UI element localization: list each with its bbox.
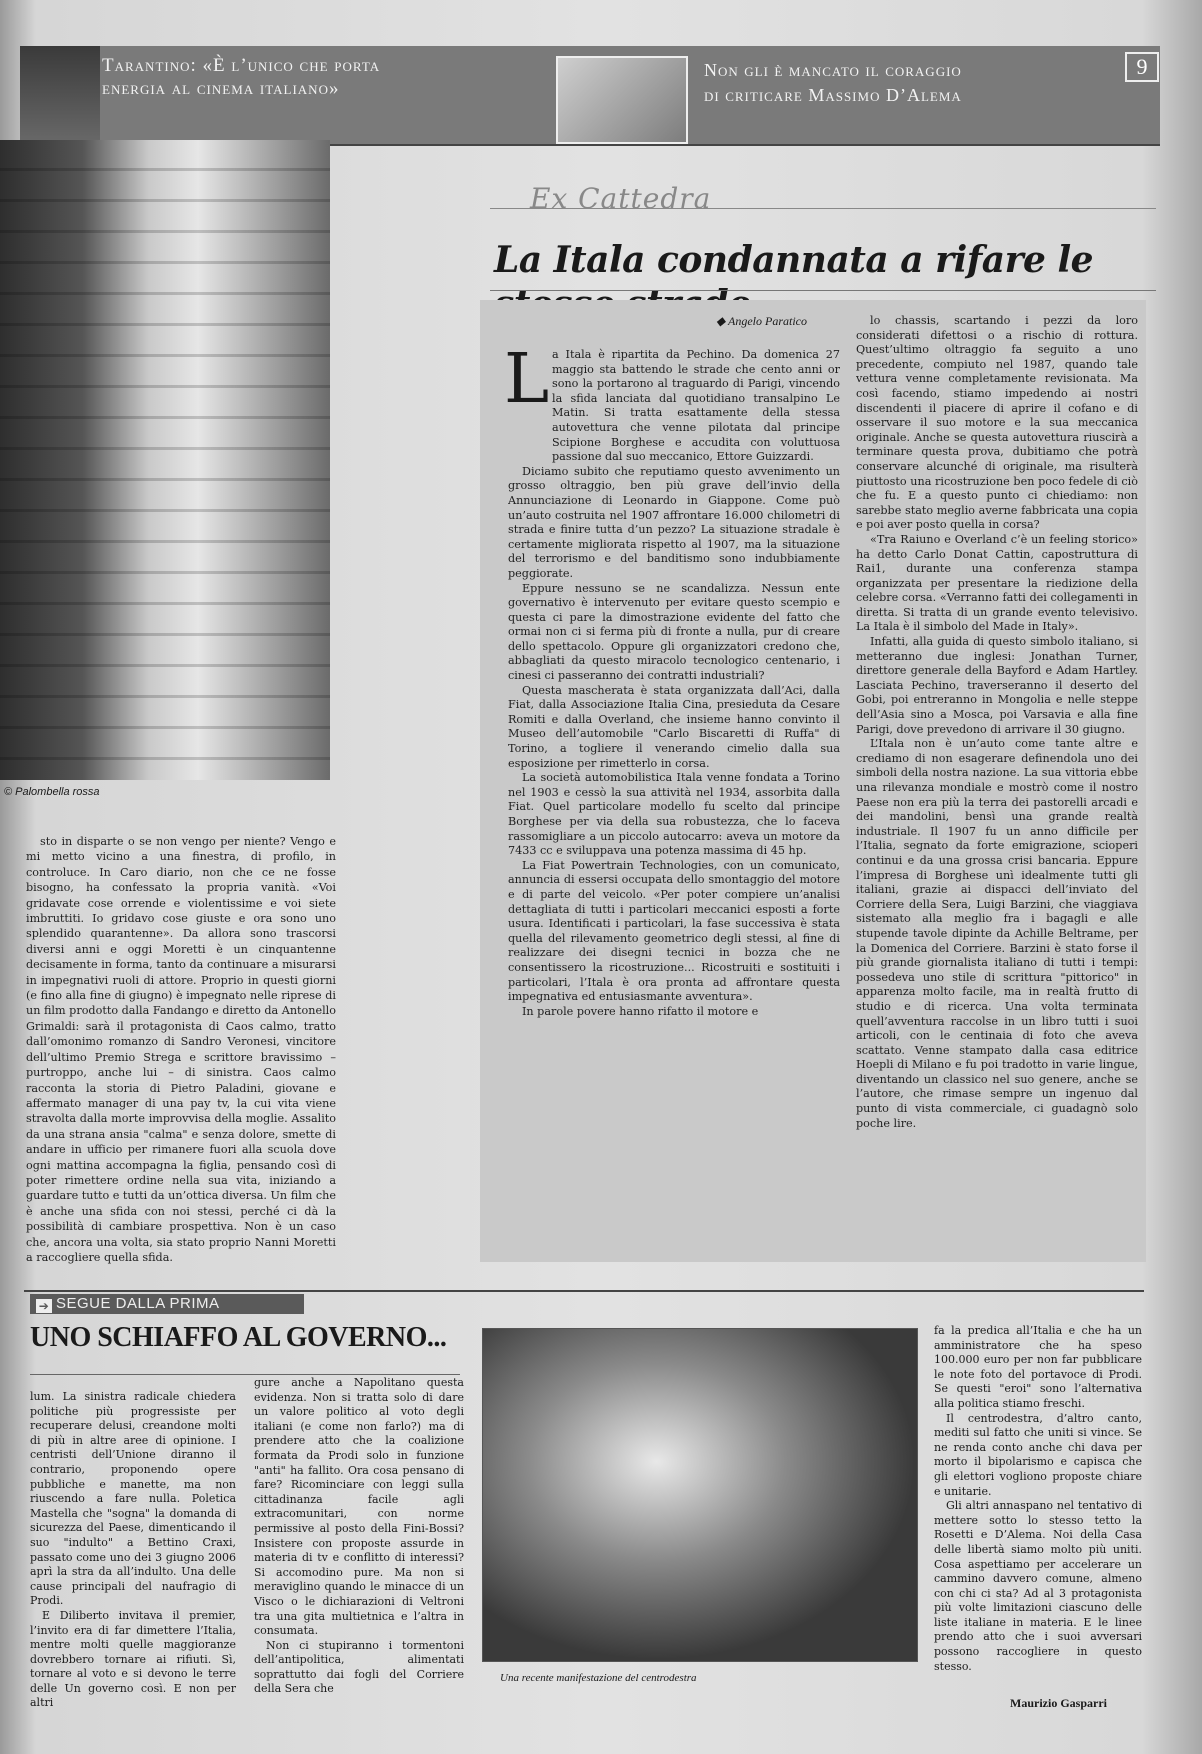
bottom-paragraph: Gli altri annaspano nel tentativo di mettere sotto lo stesso tetto la Rosetti e D’Alema. Noi della Casa delle libertà siamo molto più uniti. Cosa aspettiamo per accelerare un cammino davvero comune, almeno con chi ci sta? Ad al 3 protagonista più volte limitazioni ciascuno delle liste italiane in materia. E le linee prendo atto che i suoi avversari possono raccogliere in questo stesso.	[934, 1499, 1142, 1673]
header-right-title-line1: Non gli è mancato il coraggio	[704, 60, 962, 80]
article-dropcap: L	[504, 340, 550, 419]
bottom-photo-caption: Una recente manifestazione del centrodestra	[500, 1672, 697, 1684]
page-header-bar	[20, 46, 1160, 146]
bottom-column-2	[254, 1376, 464, 1720]
bottom-paragraph: E Diliberto invitava il premier, l’invito era di far dimettere l’Italia, mentre molti quelle maggioranze dovrebbero tornare ai rifiuti. Sì, tornare al voto e si devono le terre delle Un governo così. E non per altri	[30, 1608, 236, 1710]
article-paragraph: Diciamo subito che reputiamo questo avvenimento un grosso oltraggio, ben più grave dell’invio della Annunciazione di Leonardo in Giappone. Come può un’auto costruita nel 1907 affrontare 16.000 chilometri di strada e finire tutta d’un pezzo? La situazione stradale è certamente migliorata rispetto al 1907, ma la situazione del terrorismo e del banditismo sono indubbiamente peggiorate.	[508, 464, 840, 580]
photo-caption: © Palombella rossa	[4, 786, 100, 798]
divider	[490, 208, 1156, 209]
header-left-photo	[20, 46, 100, 146]
bottom-paragraph: fa la predica all’Italia e che ha un amministratore che ha speso 100.000 euro per non far pubblicare le note foto del portavoce di Prodi. Se questi "eroi" sono l’alternativa alla politica stiamo freschi.	[934, 1324, 1142, 1410]
bottom-headline: UNO SCHIAFFO AL GOVERNO...	[30, 1322, 447, 1353]
header-right-photo	[556, 56, 688, 144]
page-number: 9	[1125, 52, 1159, 82]
header-left-title-line2: energia al cinema italiano»	[102, 78, 340, 99]
article-paragraph: Questa mascherata è stata organizzata dall’Aci, dalla Fiat, dalla Associazione Italia Cina, presieduta da Cesare Romiti e dalla Overland, che insieme hanno convinto il Museo dell’automobile "Carlo Biscaretti di Ruffa" di Torino, a togliere il venerando cimelio dalla sua esposizione per rimetterlo in corsa.	[508, 683, 840, 770]
article-paragraph: lo chassis, scartando i pezzi da loro considerati difettosi o a rischio di rottura. Quest’ultimo oltraggio fa seguito a uno precedente, compiuto nel 1987, quando tale vettura venne completamente revisionata. Ma così facendo, stiamo impedendo ai nostri discendenti il piacere di aprire il cofano e di osservare il suo motore e la sua meccanica originale. Anche se questa autovettura riuscirà a terminare questa prova, dubitiamo che potrà conservare alcunché di originale, ma risulterà piuttosto una ricostruzione ben poco fedele di ciò che fu. E a questo punto ci chiediamo: non sarebbe stato meglio averne fabbricata una copia e poi aver posto quella in corsa?	[856, 314, 1138, 532]
article-headline: La Itala condannata a rifare le	[494, 239, 1094, 281]
bottom-paragraph: gure anche a Napolitano questa evidenza. Non si tratta solo di dare un valore politico al voto degli italiani (e come non farlo?) ma di prendere atto che la coalizione formata da Prodi solo in funzione "anti" ha fallito. Ora cosa pensano di fare? Ricominciare con leggi sulla cittadinanza facile agli extracomunitari, con norme permissive al posto della Fini-Bossi? Insistere con proposte assurde in materia di tv e conflitto di interessi? Si accomodino pure. Ma non si meraviglino quando le minacce di un Visco o le dichiarazioni di Veltroni tra una gita multietnica e l’altra in consumata.	[254, 1376, 464, 1638]
divider	[490, 290, 1156, 291]
article-paragraph: Eppure nessuno se ne scandalizza. Nessun ente governativo è intervenuto per evitare questo scempio e questa ci pare la dimostrazione evidente del fatto che ormai non ci si ferma più di fronte a nulla, pur di creare dello spettacolo. Oppure gli organizzatori credono che, abbagliati da questo miracolo tecnologico centenario, i cinesi ci passeranno dei contratti industriali?	[508, 581, 840, 683]
main-photo	[0, 140, 330, 780]
article-kicker: Ex Cattedra	[530, 182, 712, 215]
article-paragraph: Infatti, alla guida di questo simbolo italiano, si metteranno due inglesi: Jonathan Turner, direttore generale della Bayford e Adam Hartley. Lasciata Pechino, traverseranno il deserto del Gobi, poi entreranno in Mongolia e nelle steppe dell’Asia sino a Mosca, poi Varsavia e alla fine Parigi, dove prevedono di arrivare il 30 giugno.	[856, 635, 1138, 736]
article-paragraph: La Fiat Powertrain Technologies, con un comunicato, annuncia di essersi occupata dello smontaggio del motore e di parte del veicolo. «Per poter compiere un’analisi dettagliata di tutti i particolari meccanici esposti a forte usura. Identificati i particolari, la fase successiva è stata quella del rilevamento geometrico degli stessi, al fine di realizzare dei disegni tecnici in bozza che ne consentissero la ricostruzione... Ricostruiti e sostituiti i particolari, l’Itala è ora pronta ad affrontare questa impegnativa ed entusiasmante avventura».	[508, 858, 840, 1004]
arrow-right-icon: ➔	[36, 1299, 52, 1313]
divider	[30, 1374, 460, 1375]
bottom-paragraph: lum. La sinistra radicale chiedera politiche più progressiste per recuperare delusi, creandone molti di più in altre aree di opinione. I centristi dell’Unione diranno il contrario, proponendo opere pubbliche e manette, ma non riuscendo a fare nulla. Poletica Mastella che "sogna" la domanda di sicurezza del Paese, dimenticando il suo "indulto" a Bettino Craxi, passato come uno dei 3 giugno 2006 aprì la stra da all’indulto. Una delle cause principali del naufragio di Prodi.	[30, 1390, 236, 1608]
article-paragraph: «Tra Raiuno e Overland c’è un feeling storico» ha detto Carlo Donat Cattin, capostruttura di Rai1, durante una conferenza stampa organizzata per presentare la riedizione della celebre corsa. «Verranno fatti dei collegamenti in diretta. Si tratta di un grande evento televisivo. La Itala è il simbolo del Made in Italy».	[856, 532, 1138, 634]
bottom-column-3	[934, 1324, 1142, 1696]
header-right-title[interactable]	[704, 58, 1064, 108]
header-left-title[interactable]	[102, 54, 492, 100]
header-right-title-line2: di criticare Massimo D’Alema	[704, 85, 962, 105]
article-paragraph: La società automobilistica Itala venne fondata a Torino nel 1903 e cessò la sua attività nel 1934, assorbita dalla Fiat. Quel particolare modello fu scelto dal principe Borghese per via della sua robustezza, che lo faceva rassomigliare a un piccolo autocarro: aveva un motore da 7433 cc e sviluppava una potenza massima di 45 hp.	[508, 771, 840, 858]
bottom-paragraph: Il centrodestra, d’altro canto, mediti sul fatto che uniti si vince. Se ne renda conto anche chi dava per morto il bipolarismo e capisca che gli elettori vogliono proposte chiare e unitarie.	[934, 1411, 1142, 1498]
left-column-text	[26, 834, 336, 1264]
bottom-photo	[482, 1328, 918, 1662]
left-paragraph: sto in disparte o se non vengo per niente? Vengo e mi metto vicino a una finestra, di profilo, in controluce. In Caro diario, non che ce ne fosse bisogno, ha confessato la propria vanità. «Voi gridavate cose orrende e violentissime e voi siete imbruttiti. Io gridavo cose giuste e ora sono uno splendido quarantenne». Da allora sono trascorsi diversi anni e oggi Moretti è un cinquantenne decisamente in forma, tanto da continuare a misurarsi in impegnativi ruoli di attore. Proprio in questi giorni (e fino alla fine di giugno) è impegnato nelle riprese di un film prodotto dalla Fandango e diretto da Antonello Grimaldi: sarà il protagonista di Caos calmo, tratto dall’omonimo romanzo di Sandro Veronesi, vincitore dell’ultimo Premio Strega e scrittore bravissimo – purtroppo, anche lui – di sinistra. Caos calmo racconta la storia di Pietro Paladini, giovane e affermato manager di una pay tv, la cui vita viene stravolta dalla morte improvvisa della moglie. Assalito da una strana ansia "calma" e senza dolore, smette di andare in ufficio per rimanere fuori alla scuola dove ogni mattina accompagna la figlia, pensando così di poter rimettere ordine nella sua vita, iniziando a guardare tutto e tutti da un’ottica diversa. Un film che è anche una sfida con noi stessi, perché ci dà la possibilità di cambiare prospettiva. Non è un caso che, ancora una volta, sia stato proprio Nanni Moretti a raccogliere quella sfida.	[26, 835, 336, 1264]
header-left-title-line1: Tarantino: «È l’unico che porta	[102, 55, 381, 76]
article-paragraph: a Itala è ripartita da Pechino. Da domenica 27 maggio sta battendo le strade che cento anni or sono la portarono al traguardo di Parigi, vincendo la sfida lanciata dal quotidiano transalpino Le Matin. Si tratta esattamente della stessa autovettura che venne pilotata dal principe Scipione Borghese e accudita con voluttuosa passione dal suo meccanico, Ettore Guizzardi.	[552, 348, 840, 464]
author-signature: Maurizio Gasparri	[1010, 1696, 1107, 1710]
article-paragraph: In parole povere hanno rifatto il motore e	[522, 1004, 759, 1018]
section-divider	[24, 1290, 1144, 1292]
article-column-1	[508, 348, 840, 1252]
article-column-2	[856, 314, 1138, 1252]
segue-label-text: SEGUE DALLA PRIMA	[56, 1295, 220, 1312]
article-byline: ◆ Angelo Paratico	[716, 314, 807, 328]
article-paragraph: L’Itala non è un’auto come tante altre e crediamo di non esagerare definendola uno dei simboli della nostra nazione. La sua vittoria ebbe una rilevanza mondiale e mostrò come il nostro Paese non era più la terra dei pastorelli arcadi e dei mandolini, bensì una grande realtà industriale. Il 1907 fu un anno difficile per l’Italia, segnato da forte emigrazione, scioperi continui e da una grossa crisi bancaria. Eppure l’impresa di Borghese unì idealmente tutti gli italiani, grazie ai dispacci dell’inviato del Corriere della Sera, Luigi Barzini, che viaggiava sistemato alla meglio fra i bagagli e alle stupende tavole dipinte da Achille Beltrame, per la Domenica del Corriere. Barzini è stato forse il più grande giornalista italiano di tutti i tempi: possedeva uno stile di scrittura "pittorico" in apparenza molto facile, ma in realtà frutto di studio e di ricerca. Una volta terminata quell’avventura raccolse in un libro tutti i suoi articoli, con le centinaia di foto che aveva scattato. Venne stampato dalla casa editrice Hoepli di Milano e fu poi tradotto in varie lingue, diventando un classico nel suo genere, anche se l’autore, che rimase sempre un ingenuo dal punto di vista commerciale, ci guadagnò solo poche lire.	[856, 737, 1138, 1130]
segue-label	[30, 1294, 304, 1314]
bottom-column-1	[30, 1390, 236, 1720]
bottom-paragraph: Non ci stupiranno i tormentoni dell’antipolitica, alimentati soprattutto dai fogli del Corriere della Sera che	[254, 1638, 464, 1696]
